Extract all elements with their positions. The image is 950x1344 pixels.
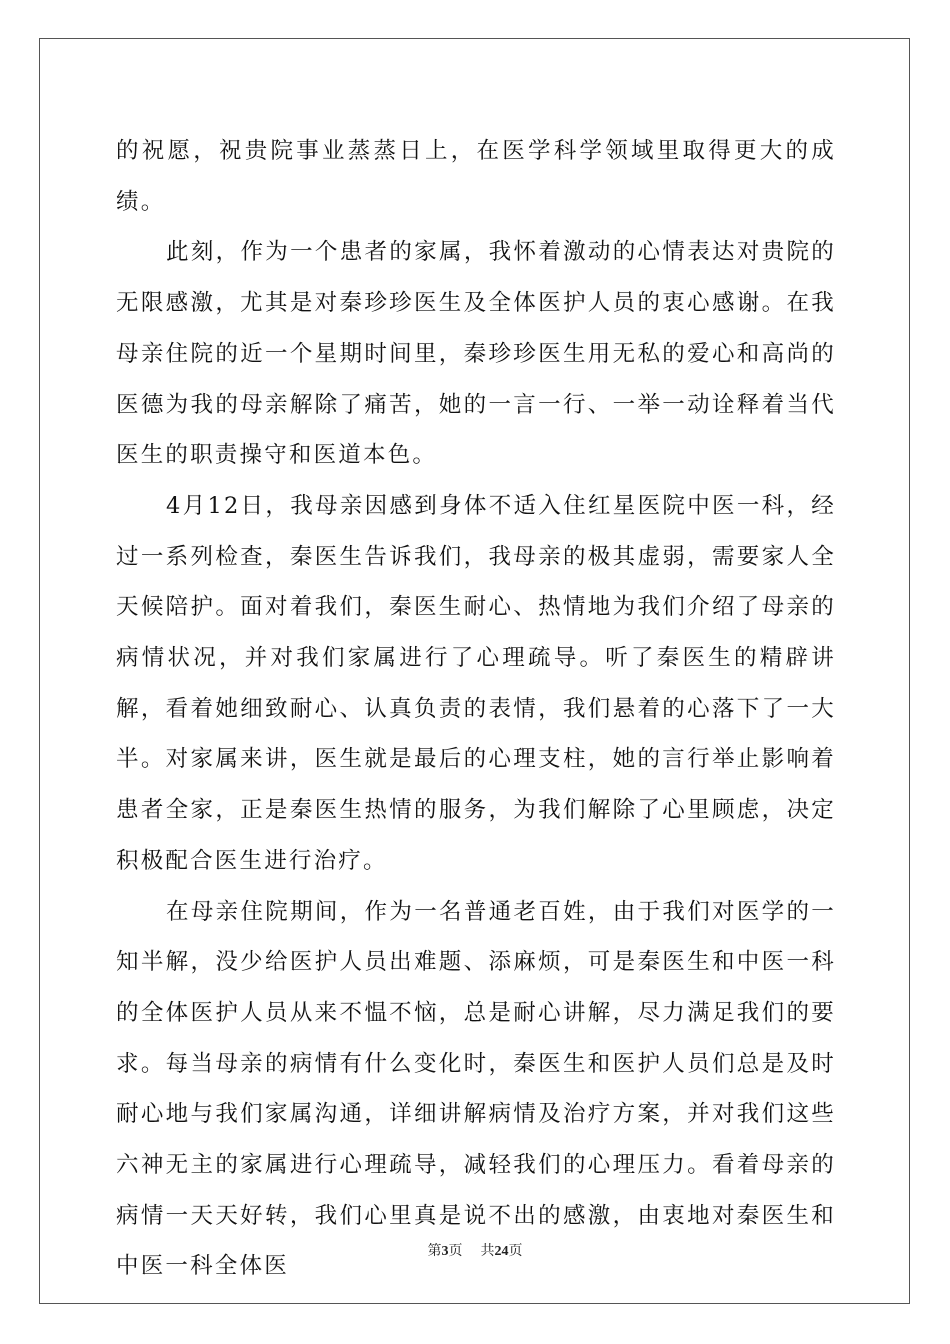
page-number: 3: [441, 1244, 449, 1259]
document-body: [116, 126, 836, 1292]
paragraph-2: 此刻，作为一个患者的家属，我怀着激动的心情表达对贵院的无限感激，尤其是对秦珍珍医生及全体医护人员的衷心感谢。在我母亲住院的近一个星期时间里，秦珍珍医生用无私的爱心和高尚的医德为我的母亲解除了痛苦，她的一言一行、一举一动诠释着当代医生的职责操守和医道本色。: [116, 239, 836, 469]
paragraph-4: 在母亲住院期间，作为一名普通老百姓，由于我们对医学的一知半解，没少给医护人员出难题、添麻烦，可是秦医生和中医一科的全体医护人员从来不愠不恼，总是耐心讲解，尽力满足我们的要求。每当母亲的病情有什么变化时，秦医生和医护人员们总是及时耐心地与我们家属沟通，详细讲解病情及治疗方案，并对我们这些六神无主的家属进行心理疏导，减轻我们的心理压力。看着母亲的病情一天天好转，我们心里真是说不出的感激，由衷地对秦医生和中医一科全体医: [116, 898, 836, 1280]
total-prefix: 共: [480, 1243, 495, 1259]
total-suffix: 页: [508, 1243, 523, 1259]
page-footer: [0, 1240, 950, 1260]
page-prefix: 第: [427, 1243, 442, 1259]
paragraph-1: 的祝愿，祝贵院事业蒸蒸日上，在医学科学领域里取得更大的成绩。: [116, 138, 836, 215]
page-suffix: 页: [448, 1243, 463, 1259]
total-pages: 24: [494, 1244, 509, 1259]
paragraph-3: 4月12日，我母亲因感到身体不适入住红星医院中医一科，经过一系列检查，秦医生告诉我们，我母亲的极其虚弱，需要家人全天候陪护。面对着我们，秦医生耐心、热情地为我们介绍了母亲的病情状况，并对我们家属进行了心理疏导。听了秦医生的精辟讲解，看着她细致耐心、认真负责的表情，我们悬着的心落下了一大半。对家属来讲，医生就是最后的心理支柱，她的言行举止影响着患者全家，正是秦医生热情的服务，为我们解除了心里顾虑，决定积极配合医生进行治疗。: [116, 492, 836, 874]
